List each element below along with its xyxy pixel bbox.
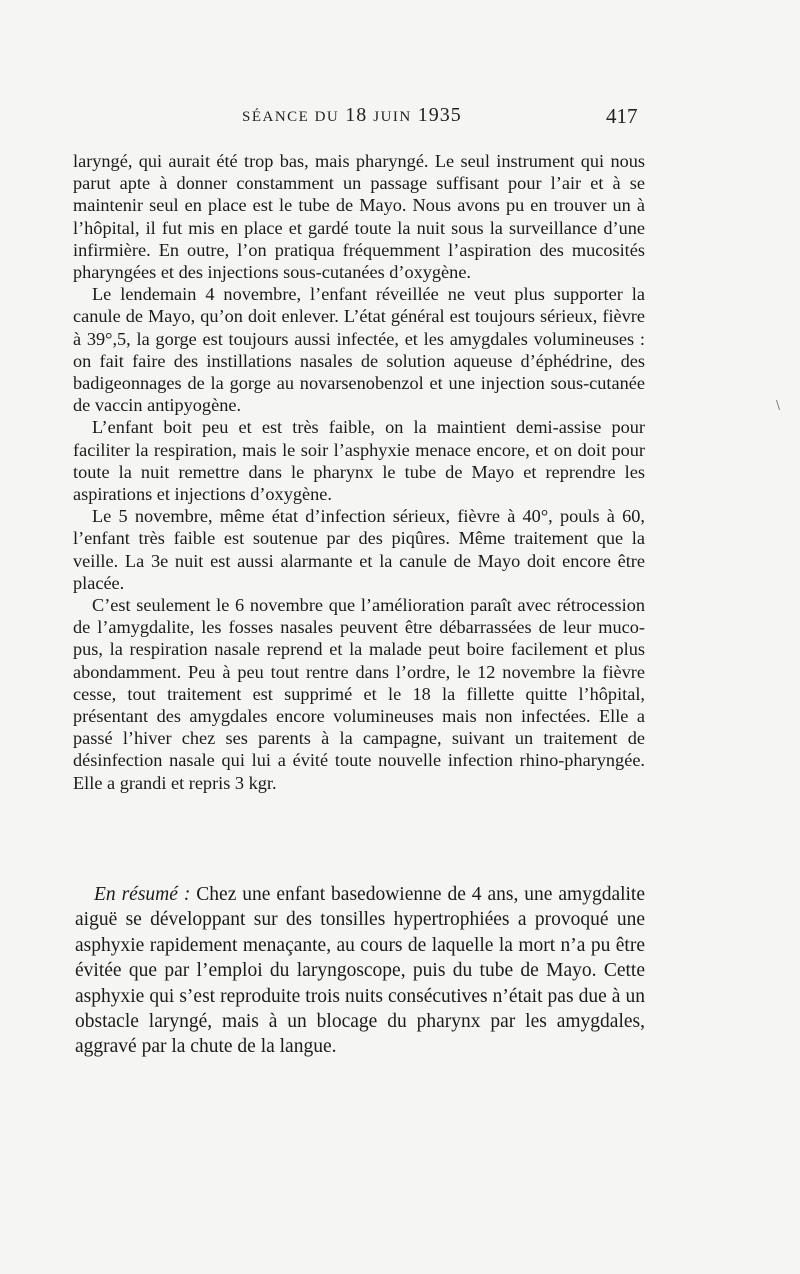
page-number: 417 <box>606 104 638 128</box>
paragraph-6-november: C’est seulement le 6 novembre que l’amélioration paraît avec rétrocession de l’amygdalite, les fosses nasales peuvent être débarrassées de leur muco-pus, la respiration nasale reprend et la malade peut boire facilement et plus abondamment. Peu à peu tout rentre dans l’ordre, le 12 novembre la fièvre cesse, tout traitement est supprimé et le 18 la fillette quitte l’hôpital, présentant des amygdales encore volumineuses mais non infectées. Elle a passé l’hiver chez ses parents à la campagne, suivant un traitement de désinfection nasale qui lui a évité toute nouvelle infection rhino-pharyngée. Elle a grandi et repris 3 kgr. <box>73 595 645 793</box>
running-head-year: 1935 <box>417 104 462 126</box>
running-head-prefix: SÉANCE DU <box>242 109 340 125</box>
paragraph-night-asphyxia: L’enfant boit peu et est très faible, on la maintient demi-assise pour faciliter la respiration, mais le soir l’asphyxie menace encore, et on doit pour toute la nuit remettre dans le pharynx le tube de Mayo et reprendre les aspirations et injections d’oxygène. <box>73 417 645 505</box>
running-head-month: JUIN <box>373 109 412 125</box>
margin-mark: \ <box>776 398 781 412</box>
summary-label: En résumé : <box>94 884 191 905</box>
running-head <box>242 104 462 127</box>
running-head-date: 18 <box>345 104 368 126</box>
body-text <box>73 150 645 794</box>
paragraph-4-november: Le lendemain 4 novembre, l’enfant réveillée ne veut plus supporter la canule de Mayo, qu’on doit enlever. L’état général est toujours sérieux, fièvre à 39°,5, la gorge est toujours aussi infectée, et les amygdales volumineuses : on fait faire des instillations nasales de solution aqueuse d’éphédrine, des badigeonnages de la gorge au novarsenobenzol et une injection sous-cutanée de vaccin antipyogène. <box>73 284 645 416</box>
paragraph-continuation: laryngé, qui aurait été trop bas, mais pharyngé. Le seul instrument qui nous parut apte à donner constamment un passage suffisant pour l’air et à se maintenir seul en place est le tube de Mayo. Nous avons pu en trouver un à l’hôpital, il fut mis en place et gardé toute la nuit sous la surveillance d’une infirmière. En outre, l’on pratiqua fréquemment l’aspiration des mucosités pharyngées et des injections sous-cutanées d’oxygène. <box>73 151 645 283</box>
summary-text: Chez une enfant basedowienne de 4 ans, une amygdalite aiguë se développant sur des tonsilles hypertrophiées a provoqué une asphyxie rapidement menaçante, au cours de laquelle la mort n’a pu être évitée que par l’emploi du laryngoscope, puis du tube de Mayo. Cette asphyxie qui s’est reproduite trois nuits consécutives n’était pas due à un obstacle laryngé, mais à un blocage du pharynx par les amygdales, aggravé par la chute de la langue. <box>75 884 646 1058</box>
paragraph-5-november: Le 5 novembre, même état d’infection sérieux, fièvre à 40°, pouls à 60, l’enfant très faible est soutenue par des piqûres. Même traitement que la veille. La 3e nuit est aussi alarmante et la canule de Mayo doit encore être placée. <box>73 506 645 593</box>
summary-paragraph <box>75 882 645 1060</box>
